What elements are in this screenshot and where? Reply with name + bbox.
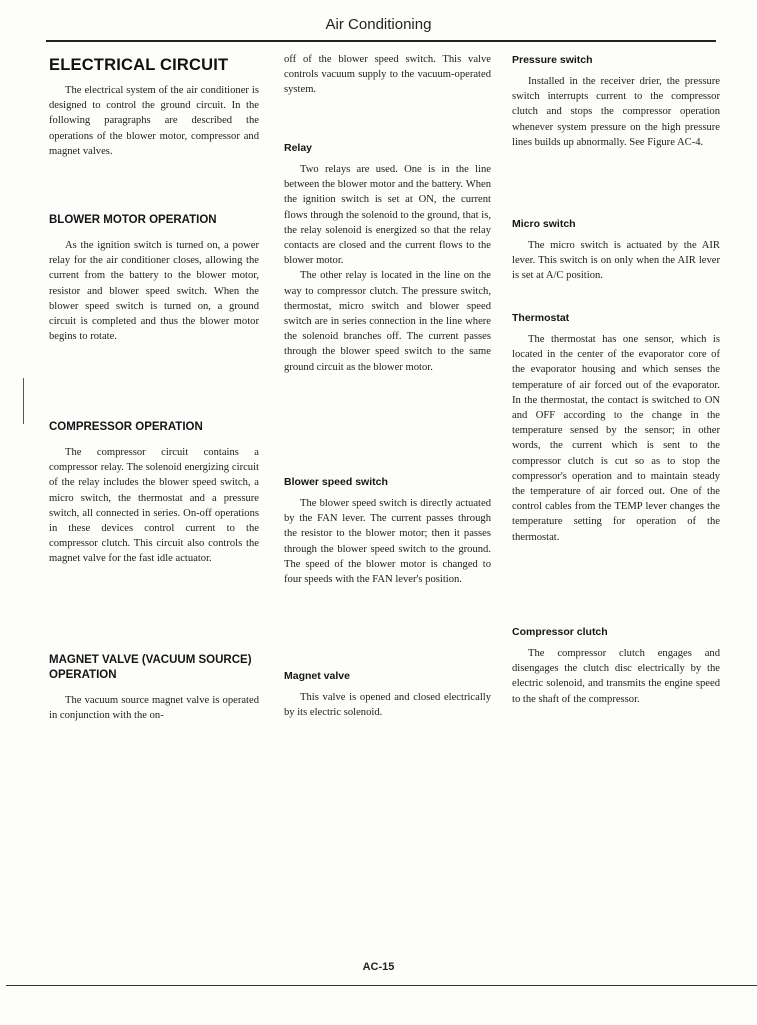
margin-mark xyxy=(23,378,24,424)
thermostat-paragraph: The thermostat has one sensor, which is located in the center of the evaporator core of the evaporator housing and which senses the temperature of air forced out of the evaporator. In the thermostat, the contact is switched to ON and OFF according to the change in the temperature sensed by the sensor; in other words, the current which is sent to the compressor clutch is cut so as to stop the compressor's operation and to maintain steady the temperature of air forced out. One of the control cables from the TEMP lever changes the temperature setting for operation of the thermostat. xyxy=(512,334,720,543)
blower-speed-switch-heading: Blower speed switch xyxy=(284,476,388,488)
blower-motor-paragraph: As the ignition switch is turned on, a power relay for the air conditioner closes, allowing the current from the battery to the blower motor, resistor and blower speed switch. When the blower speed switch is turned on, a ground circuit is completed and thus the blower motor begins to rotate. xyxy=(49,240,259,343)
blower-speed-switch-paragraph: The blower speed switch is directly actuated by the FAN lever. The current passes through the resistor to the blower motor; then it passes through the blower speed switch to the ground. The speed of the blower motor is changed to four speeds with the FAN lever's position. xyxy=(284,498,491,586)
compressor-clutch-paragraph: The compressor clutch engages and disengages the clutch disc electrically by the electric solenoid, and transmits the engine speed to the shaft of the compressor. xyxy=(512,648,720,705)
thermostat-heading: Thermostat xyxy=(512,312,570,324)
pressure-switch-heading: Pressure switch xyxy=(512,54,593,66)
main-heading: ELECTRICAL CIRCUIT xyxy=(49,56,229,74)
relay-paragraph-2: The other relay is located in the line on the way to compressor clutch. The pressure switch, thermostat, micro switch and blower speed switch are in series connection in the line where the solenoid branches off. The current passes through the blower speed switch to the same ground circuit as the blower motor. xyxy=(284,270,491,373)
micro-switch-heading: Micro switch xyxy=(512,218,576,230)
relay-heading: Relay xyxy=(284,142,313,154)
compressor-heading: COMPRESSOR OPERATION xyxy=(49,421,203,433)
magnet-valve-heading: MAGNET VALVE (VACUUM SOURCE) OPERATION xyxy=(49,654,252,681)
micro-switch-paragraph: The micro switch is actuated by the AIR lever. This switch is on only when the AIR lever is set at A/C position. xyxy=(512,240,720,282)
blower-motor-heading: BLOWER MOTOR OPERATION xyxy=(49,214,217,226)
continued-paragraph: off of the blower speed switch. This valve controls vacuum supply to the vacuum-operated system. xyxy=(284,54,491,96)
intro-paragraph: The electrical system of the air conditioner is designed to control the ground circuit. In the following paragraphs are described the operations of the blower motor, compressor and magnet valves. xyxy=(49,85,259,157)
pressure-switch-paragraph: Installed in the receiver drier, the pressure switch interrupts current to the compressor clutch and stops the compressor operation whenever system pressure on the high pressure lines builds up abnormally. See Figure AC-4. xyxy=(512,76,720,148)
page-header-title: Air Conditioning xyxy=(325,16,432,33)
compressor-paragraph: The compressor circuit contains a compressor relay. The solenoid energizing circuit of the relay includes the blower speed switch, a micro switch, the thermostat and a pressure switch, all connected in series. On-off operations in these devices control current to the compressor clutch. This circuit also controls the magnet valve for the fast idle actuator. xyxy=(49,447,259,565)
page-number: AC-15 xyxy=(362,961,395,973)
magnet-valve-paragraph: The vacuum source magnet valve is operated in conjunction with the on- xyxy=(49,695,259,722)
compressor-clutch-heading: Compressor clutch xyxy=(512,626,608,638)
footer-rule xyxy=(6,985,757,986)
magnet-valve-desc-paragraph: This valve is opened and closed electrically by its electric solenoid. xyxy=(284,692,491,719)
relay-paragraph-1: Two relays are used. One is in the line between the blower motor and the battery. When the ignition switch is set at ON, the current flows through the solenoid to the ground, that is, the relay solenoid is energized so that the relay contacts are closed and the current flows to the blower motor. xyxy=(284,164,491,267)
header-rule xyxy=(46,40,716,42)
magnet-valve-subheading: Magnet valve xyxy=(284,670,350,682)
